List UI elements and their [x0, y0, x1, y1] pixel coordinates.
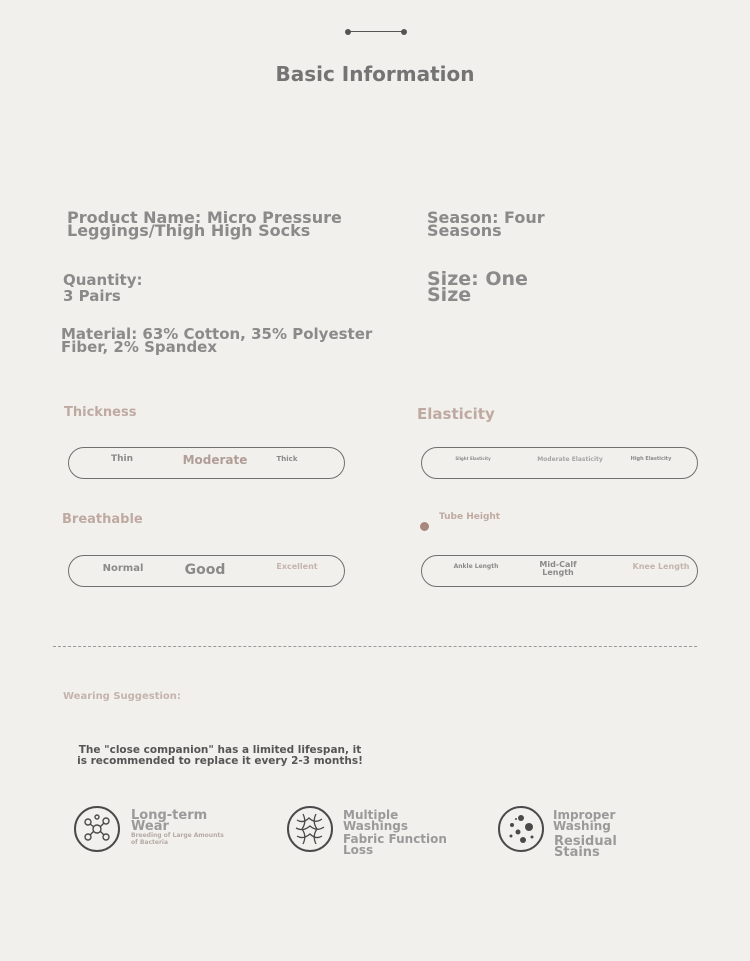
thickness-option-moderate: Moderate: [182, 453, 248, 467]
page-title: Basic Information: [275, 62, 475, 86]
thickness-option-thick: Thick: [276, 455, 298, 463]
fabric-icon: [287, 806, 333, 852]
section-divider: [53, 646, 697, 647]
item-3-title: Improper Washing: [553, 808, 616, 833]
stain-icon: [498, 806, 544, 852]
tube-height-dot: [420, 522, 429, 531]
bacteria-icon: [74, 806, 120, 852]
product-name: Product Name: Micro Pressure Leggings/Thigh High Socks: [67, 208, 342, 240]
top-divider-decoration: [348, 31, 404, 32]
quantity: Quantity: 3 Pairs: [63, 271, 143, 305]
item-2-subtitle: Fabric Function Loss: [343, 832, 447, 857]
item-3-subtitle: Residual Stains: [554, 834, 617, 860]
elasticity-label: Elasticity: [417, 405, 495, 423]
tube-option-mid-calf: Mid-Calf Length: [539, 560, 577, 577]
breathable-scale: [68, 555, 345, 587]
elasticity-scale: [421, 447, 698, 479]
item-1-subtitle: Breeding of Large Amounts of Bacteria: [131, 832, 224, 846]
elasticity-option-slight: Slight Elasticity: [455, 456, 491, 461]
tube-height-label: Tube Height: [439, 512, 501, 522]
elasticity-option-moderate: Moderate Elasticity: [537, 456, 603, 463]
tube-option-knee: Knee Length: [632, 562, 690, 571]
material: Material: 63% Cotton, 35% Polyester Fiber, 2% Spandex: [61, 325, 373, 356]
item-1-title: Long-term Wear: [131, 808, 208, 834]
tube-height-scale: [421, 555, 698, 587]
thickness-scale: [68, 447, 345, 479]
breathable-option-excellent: Excellent: [276, 562, 318, 571]
thickness-option-thin: Thin: [110, 454, 134, 464]
tube-option-ankle: Ankle Length: [453, 563, 499, 570]
breathable-option-good: Good: [184, 562, 226, 578]
wearing-suggestion-text: The "close companion" has a limited lifespan, it is recommended to replace it every 2-3 months!: [77, 744, 363, 767]
wearing-suggestion-title: Wearing Suggestion:: [63, 691, 181, 702]
size: Size: One Size: [427, 268, 528, 306]
breathable-label: Breathable: [62, 512, 143, 527]
item-2-title: Multiple Washings: [343, 808, 408, 833]
season: Season: Four Seasons: [427, 208, 545, 240]
breathable-option-normal: Normal: [102, 563, 144, 574]
elasticity-option-high: High Elasticity: [630, 456, 672, 462]
thickness-label: Thickness: [64, 405, 137, 420]
